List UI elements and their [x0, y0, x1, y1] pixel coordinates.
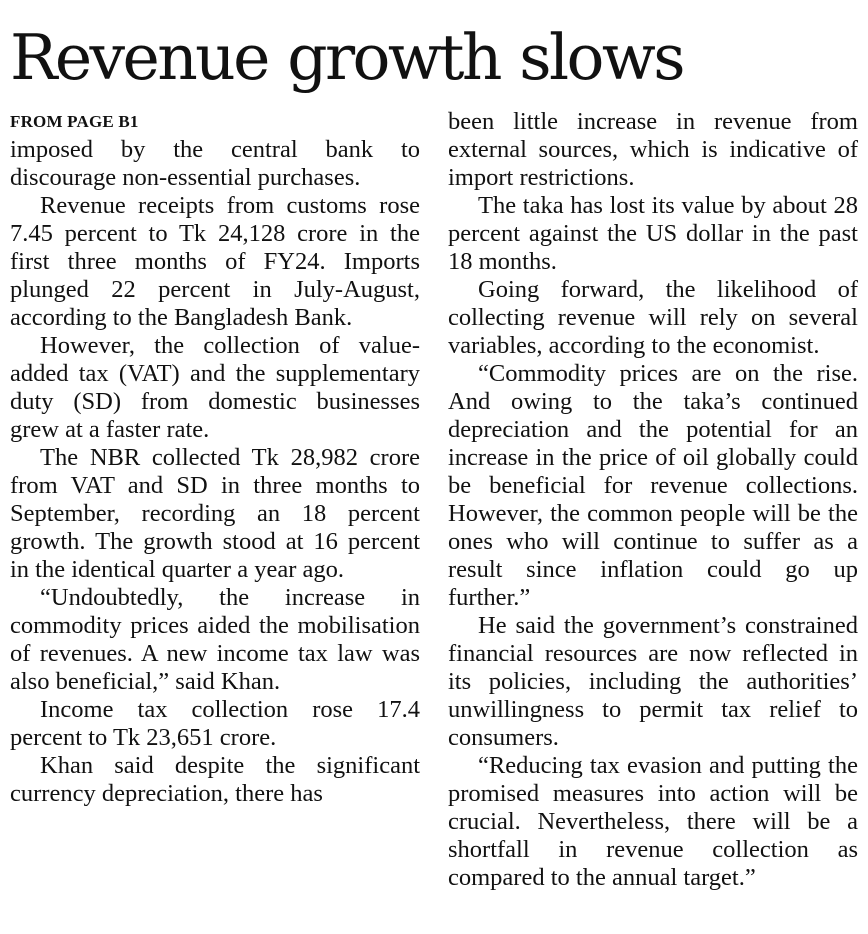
headline: Revenue growth slows — [10, 21, 683, 94]
paragraph: been little increase in revenue from external sources, which is indicative of import restrictions. — [448, 108, 858, 191]
paragraph: “Reducing tax evasion and putting the promised measures into action will be crucial. Nevertheless, there will be a shortfall in revenue collection as compared to the annual target.” — [448, 752, 858, 891]
paragraph: imposed by the central bank to discourage non-essential purchases. — [10, 136, 420, 191]
paragraph: However, the collection of value-added tax (VAT) and the supplementary duty (SD) from domestic businesses grew at a faster rate. — [10, 332, 420, 443]
paragraph: Going forward, the likelihood of collecting revenue will rely on several variables, according to the economist. — [448, 276, 858, 359]
kicker-from-page: FROM PAGE B1 — [10, 112, 139, 131]
paragraph: He said the government’s constrained financial resources are now reflected in its policies, including the authorities’ unwillingness to permit tax relief to consumers. — [448, 612, 858, 751]
paragraph: Revenue receipts from customs rose 7.45 percent to Tk 24,128 crore in the first three months of FY24. Imports plunged 22 percent in July-August, according to the Bangladesh Bank. — [10, 192, 420, 331]
paragraph: Khan said despite the significant currency depreciation, there has — [10, 752, 420, 807]
left-column — [10, 108, 420, 808]
paragraph: The NBR collected Tk 28,982 crore from VAT and SD in three months to September, recording an 18 percent growth. The growth stood at 16 percent in the identical quarter a year ago. — [10, 444, 420, 583]
right-column — [448, 108, 858, 892]
paragraph: Income tax collection rose 17.4 percent to Tk 23,651 crore. — [10, 696, 420, 751]
paragraph: “Undoubtedly, the increase in commodity prices aided the mobilisation of revenues. A new income tax law was also beneficial,” said Khan. — [10, 584, 420, 695]
paragraph: “Commodity prices are on the rise. And owing to the taka’s continued depreciation and the potential for an increase in the price of oil globally could be beneficial for revenue collections. However, the common people will be the ones who will continue to suffer as a result since inflation could go up further.” — [448, 360, 858, 611]
paragraph: The taka has lost its value by about 28 percent against the US dollar in the past 18 months. — [448, 192, 858, 275]
